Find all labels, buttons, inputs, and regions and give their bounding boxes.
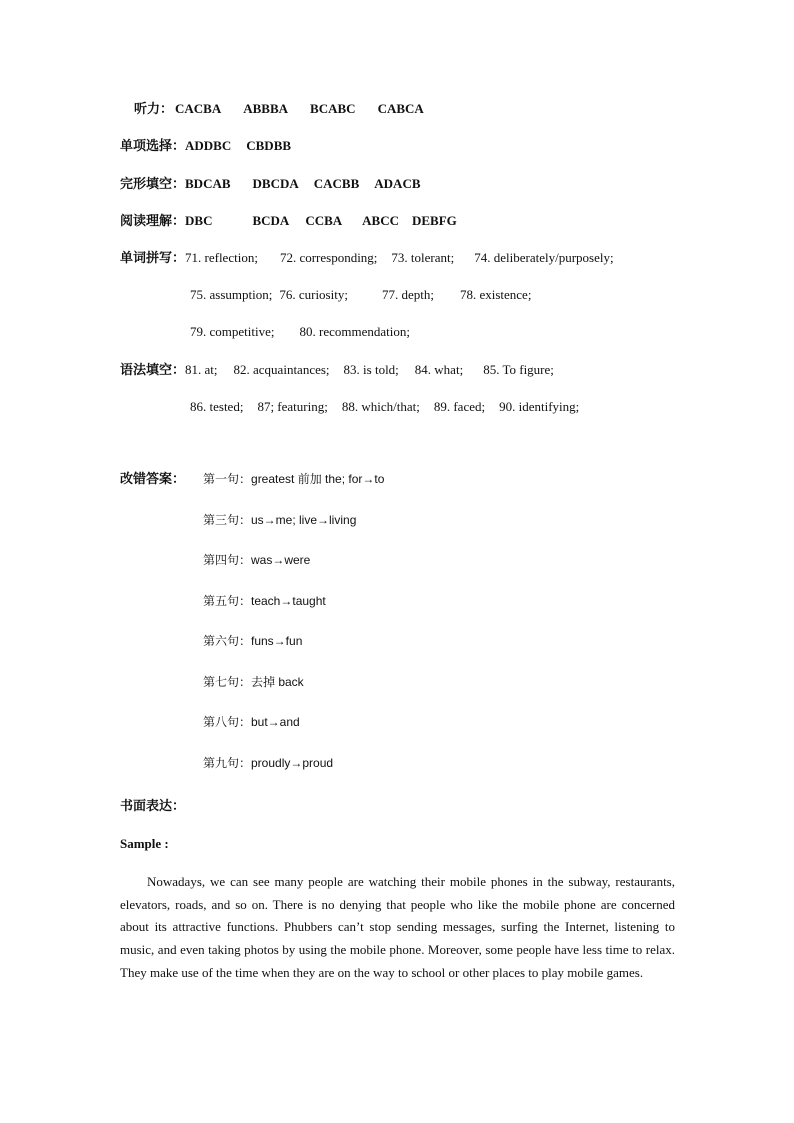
grammar-item-82: 82. acquaintances; bbox=[233, 362, 330, 377]
grammar-item-90: 90. identifying; bbox=[499, 399, 580, 414]
listening-group-1: CACBA bbox=[175, 101, 222, 116]
reading-group-1: DBC bbox=[185, 213, 213, 228]
listening-label: 听力： bbox=[134, 101, 174, 116]
spelling-item-78: 78. existence; bbox=[459, 287, 532, 302]
correction-item-1: 第一句：greatest 前加 the; for→to bbox=[203, 472, 385, 486]
grammar-row-1 bbox=[120, 362, 554, 378]
spelling-item-73: 73. tolerant; bbox=[391, 250, 455, 265]
grammar-item-84: 84. what; bbox=[414, 362, 464, 377]
correction-item-9: 第九句：proudly→proud bbox=[203, 756, 334, 770]
spelling-item-76: 76. curiosity; bbox=[279, 287, 348, 302]
spelling-label: 单词拼写： bbox=[120, 250, 186, 265]
spelling-item-74: 74. deliberately/purposely; bbox=[474, 250, 614, 265]
correction-item-5: 第五句：teach→taught bbox=[203, 594, 326, 608]
reading-group-3: CCBA bbox=[305, 213, 343, 228]
spelling-row-3 bbox=[190, 324, 410, 340]
writing-label: 书面表达： bbox=[120, 798, 186, 813]
grammar-item-89: 89. faced; bbox=[433, 399, 486, 414]
grammar-item-83: 83. is told; bbox=[343, 362, 399, 377]
cloze-label: 完形填空： bbox=[120, 176, 186, 191]
correction-item-7: 第七句：去掉 back bbox=[203, 675, 304, 689]
spelling-row-1 bbox=[120, 250, 614, 266]
grammar-item-81: 81. at; bbox=[185, 362, 218, 377]
cloze-row bbox=[120, 176, 421, 192]
reading-group-5: DEBFG bbox=[412, 213, 457, 228]
single-choice-row bbox=[120, 138, 291, 154]
listening-group-3: BCABC bbox=[310, 101, 356, 116]
grammar-item-88: 88. which/that; bbox=[341, 399, 420, 414]
single-choice-group-1: ADDBC bbox=[185, 138, 232, 153]
reading-group-2: BCDA bbox=[252, 213, 290, 228]
sample-paragraph: Nowadays, we can see many people are watching their mobile phones in the subway, restaurants, elevators, roads, and so on. There is no denying that people who like the mobile phone are concerned about its attractive functions. Phubbers can’t stop sending messages, surfing the Internet, listening to music, and even taking photos by using the mobile phone. Moreover, some people have less time to relax. They make use of the time when they are on the way to school or other places to play mobile games. bbox=[120, 874, 675, 980]
single-choice-label: 单项选择： bbox=[120, 138, 186, 153]
spelling-item-72: 72. corresponding; bbox=[279, 250, 378, 265]
corrections-row-1 bbox=[120, 471, 384, 487]
spelling-item-79: 79. competitive; bbox=[190, 324, 275, 339]
cloze-group-3: CACBB bbox=[313, 176, 360, 191]
grammar-row-2 bbox=[190, 399, 579, 415]
listening-row bbox=[134, 101, 424, 117]
spelling-row-2 bbox=[190, 287, 531, 303]
listening-group-2: ABBBA bbox=[243, 101, 289, 116]
spelling-item-77: 77. depth; bbox=[381, 287, 434, 302]
reading-row bbox=[120, 213, 457, 229]
grammar-item-85: 85. To figure; bbox=[483, 362, 554, 377]
spelling-item-80: 80. recommendation; bbox=[299, 324, 410, 339]
correction-item-3: 第三句：us→me; live→living bbox=[203, 513, 357, 527]
listening-group-4: CABCA bbox=[377, 101, 424, 116]
correction-item-8: 第八句：but→and bbox=[203, 715, 300, 729]
spelling-item-71: 71. reflection; bbox=[185, 250, 258, 265]
reading-group-4: ABCC bbox=[362, 213, 399, 228]
grammar-item-86: 86. tested; bbox=[190, 399, 244, 414]
cloze-group-1: BDCAB bbox=[185, 176, 231, 191]
correction-item-4: 第四句：was→were bbox=[203, 553, 311, 567]
single-choice-group-2: CBDBB bbox=[246, 138, 292, 153]
sample-label: Sample : bbox=[120, 836, 169, 851]
grammar-item-87: 87; featuring; bbox=[257, 399, 328, 414]
cloze-group-2: DBCDA bbox=[252, 176, 299, 191]
cloze-group-4: ADACB bbox=[374, 176, 421, 191]
grammar-label: 语法填空： bbox=[120, 362, 186, 377]
reading-label: 阅读理解： bbox=[120, 213, 186, 228]
spelling-item-75: 75. assumption; bbox=[190, 287, 273, 302]
correction-item-6: 第六句：funs→fun bbox=[203, 634, 303, 648]
corrections-label: 改错答案： bbox=[120, 471, 186, 486]
